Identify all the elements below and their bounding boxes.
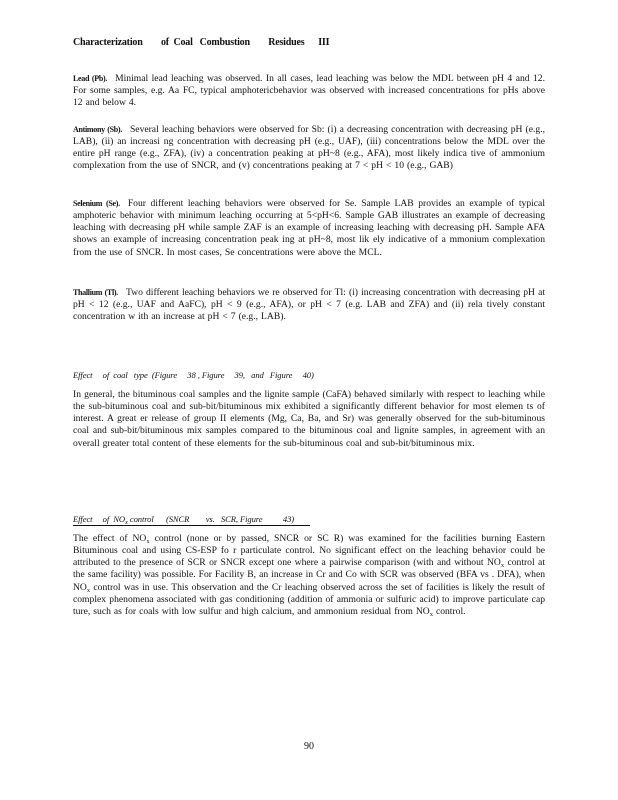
nox-text-3: control at the same facility) was possible. For Facility B, an increase in Cr and Co with SCR was observed (BFA vs . DFA), when NO: [73, 557, 545, 593]
section-title-nox-post: control (SNCR vs. SCR, Figure 43): [127, 514, 295, 524]
nox-text-1: The effect of NO: [73, 533, 147, 544]
paragraph-nox-control: [73, 533, 545, 618]
paragraph-thallium: [73, 287, 545, 323]
term-thallium: Thallium (Tl).: [73, 288, 118, 297]
section-title-nox-control: [73, 514, 310, 526]
term-selenium: Selenium (Se).: [73, 199, 120, 208]
paragraph-antimony: [73, 124, 545, 173]
nox-sub-1: x: [146, 538, 150, 545]
section-title-coal-type: Effect of coal type (Figure 38 , Figure 39, and Figure 40): [73, 370, 314, 380]
running-header: Characterization of Coal Combustion Residues III: [73, 37, 330, 48]
paragraph-thallium-text: Two different leaching behaviors we re observed for Tl: (i) increasing concentration with decreasing pH at pH < 12 (e.g., UAF and AaFC), pH < 9 (e.g., AFA), or pH < 7 (e.g. LAB and ZFA) and (ii) rela tively constant concentration w ith an increase at pH < 7 (e.g., LAB).: [73, 287, 545, 323]
section-title-nox-sub: x: [125, 519, 128, 526]
paragraph-lead-text: Minimal lead leaching was observed. In all cases, lead leaching was below the MDL between pH 4 and 12. For some samples, e.g. Aa FC, typical amphotericbehavior was observed with increased concentrations for pHs above 12 and below 4.: [73, 73, 545, 109]
nox-text-5: control.: [432, 605, 466, 617]
term-lead: Lead (Pb).: [73, 74, 108, 83]
paragraph-selenium: [73, 198, 545, 259]
nox-text-4: control was in use. This observation and the Cr leaching observed across the set of facilities is likely the result of complex phenomena associated with gas conditioning (addition of ammonia or sulfuric acid) to improve particulate cap ture, such as for coals with low sulfur and high calcium, and ammonium residual from NO: [73, 581, 545, 617]
paragraph-lead: [73, 73, 545, 109]
nox-sub-4: x: [429, 610, 433, 618]
paragraph-antimony-text: Several leaching behaviors were observed for Sb: (i) a decreasing concentration with decreasing pH (e.g., LAB), (ii) an increasi ng concentration with decreasing pH (e.g., UAF), (iii) concentrations below the MDL over the entire pH range (e.g., ZFA), (iv) a concentration peaking at pH~8 (e.g., AFA), most likely indica tive of ammonium complexation from the use of SNCR, and (v) concentrations peaking at 7 < pH < 10 (e.g., GAB): [73, 124, 546, 172]
paragraph-coal-type: In general, the bituminous coal samples and the lignite sample (CaFA) behaved similarly with respect to leaching while the sub-bituminous coal and sub-bit/bituminous mix exhibited a significantly different behavior for most elemen ts of interest. A great er release of group II elements (Mg, Ca, Ba, and Sr) was generally observed for the sub-bituminous coal and sub-bit/bituminous mix samples compared to the bituminous coal and lignite samples, in agreement with an overall greater total content of these elements for the sub-bituminous coal and sub-bit/bituminous mix.: [73, 389, 545, 449]
section-title-nox-pre: Effect of NO: [73, 514, 126, 524]
page-number: 90: [304, 741, 314, 752]
nox-sub-3: x: [86, 586, 91, 594]
nox-sub-2: x: [500, 562, 505, 570]
paragraph-selenium-text: Four different leaching behaviors were observed for Se. Sample LAB provides an example of typical amphoteric behavior with minimum leaching occurring at 5<pH<6. Sample GAB illustrates an example of decreasing leaching with decreasing pH while sample ZAF is an example of increasing leaching with decreasing pH. Sample AFA shows an example of increasing concentration peak ing at pH~8, most lik ely indicative of a mmonium complexation from the use of SNCR. In most cases, Se concentrations were above the MCL.: [73, 198, 545, 258]
nox-text-2: control (none or by passed, SNCR or SC R) was examined for the facilities burning Eastern Bituminous coal and using CS-ESP fo r particulate control. No significant effect on the leaching behavior could be attributed to the presence of SCR or SNCR except one where a pairwise comparison (with and without NO: [73, 533, 545, 569]
term-antimony: Antimony (Sb).: [73, 125, 122, 134]
